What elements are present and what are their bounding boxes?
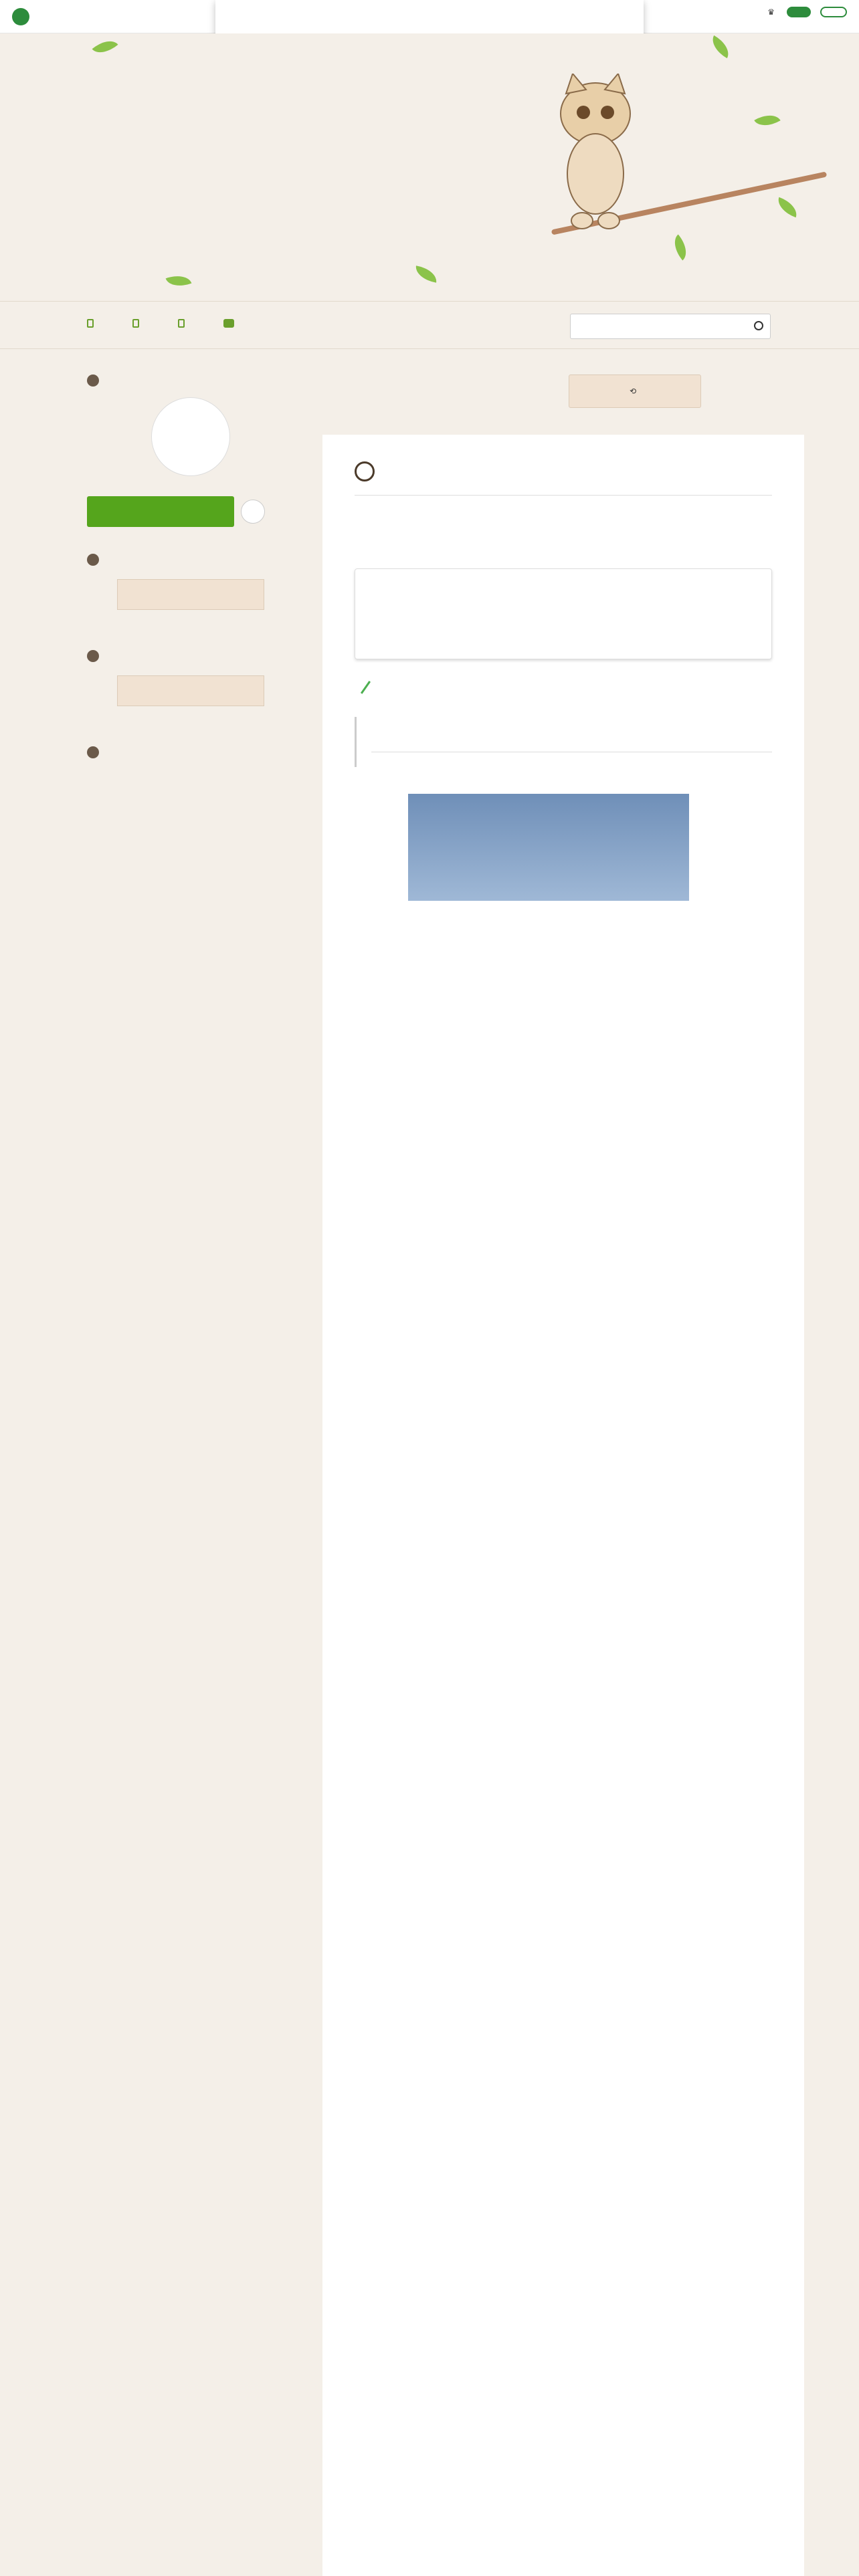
blog-nav [0, 301, 859, 349]
follow-row [87, 496, 294, 527]
leaf-decoration [707, 35, 733, 58]
login-button[interactable] [820, 7, 847, 17]
paw-icon [87, 554, 99, 566]
article-image [408, 794, 689, 901]
list-icon [132, 319, 139, 328]
paw-icon [87, 746, 99, 758]
video-icon [223, 319, 234, 328]
image-icon [178, 319, 185, 328]
paw-icon [87, 650, 99, 662]
anniversary-logo [12, 8, 33, 25]
register-button[interactable] [787, 7, 811, 17]
leaf-decoration [92, 34, 118, 59]
themes-heading [87, 650, 294, 662]
more-options-button[interactable] [241, 500, 265, 524]
article-quote [355, 717, 772, 767]
pencil-icon [361, 681, 377, 698]
paw-icon [87, 374, 99, 387]
popular-blog-link[interactable] [767, 7, 777, 17]
sidebar [87, 374, 294, 769]
reblog-card[interactable] [355, 568, 772, 659]
toc-title [371, 746, 772, 752]
blog-search-input[interactable] [570, 314, 771, 339]
leaf-decoration [166, 271, 192, 291]
leaf-decoration [754, 109, 780, 132]
nav-articles[interactable] [132, 319, 143, 328]
profile-heading [87, 374, 294, 387]
nav-videos[interactable] [223, 319, 238, 328]
crown-icon: ♛ [767, 7, 775, 17]
article-date [355, 506, 772, 515]
recent-heading [87, 554, 294, 566]
avatar[interactable] [151, 397, 230, 476]
recent-see-all-button[interactable] [117, 579, 264, 610]
article [322, 435, 804, 2576]
anniversary-badge-icon [12, 8, 29, 25]
leaf-decoration [775, 197, 801, 217]
themes-see-all-button[interactable] [117, 675, 264, 706]
prev-article-button[interactable] [569, 374, 701, 408]
ameba-logo[interactable] [0, 8, 33, 25]
article-title[interactable] [355, 459, 772, 481]
follow-button[interactable] [87, 496, 234, 527]
blog-header [0, 33, 859, 301]
leaf-decoration [668, 235, 692, 261]
cat-illustration-icon [542, 74, 649, 234]
monthly-heading [87, 746, 294, 758]
leaf-decoration [414, 265, 439, 283]
search-icon[interactable] [754, 321, 763, 330]
title-divider [355, 495, 772, 496]
nav-blog-top[interactable] [87, 319, 98, 328]
top-actions [767, 7, 847, 17]
nav-images[interactable] [178, 319, 189, 328]
reblog-icon [355, 461, 375, 481]
page-icon [87, 319, 94, 328]
reblog-icon: ⟲ [629, 387, 637, 396]
